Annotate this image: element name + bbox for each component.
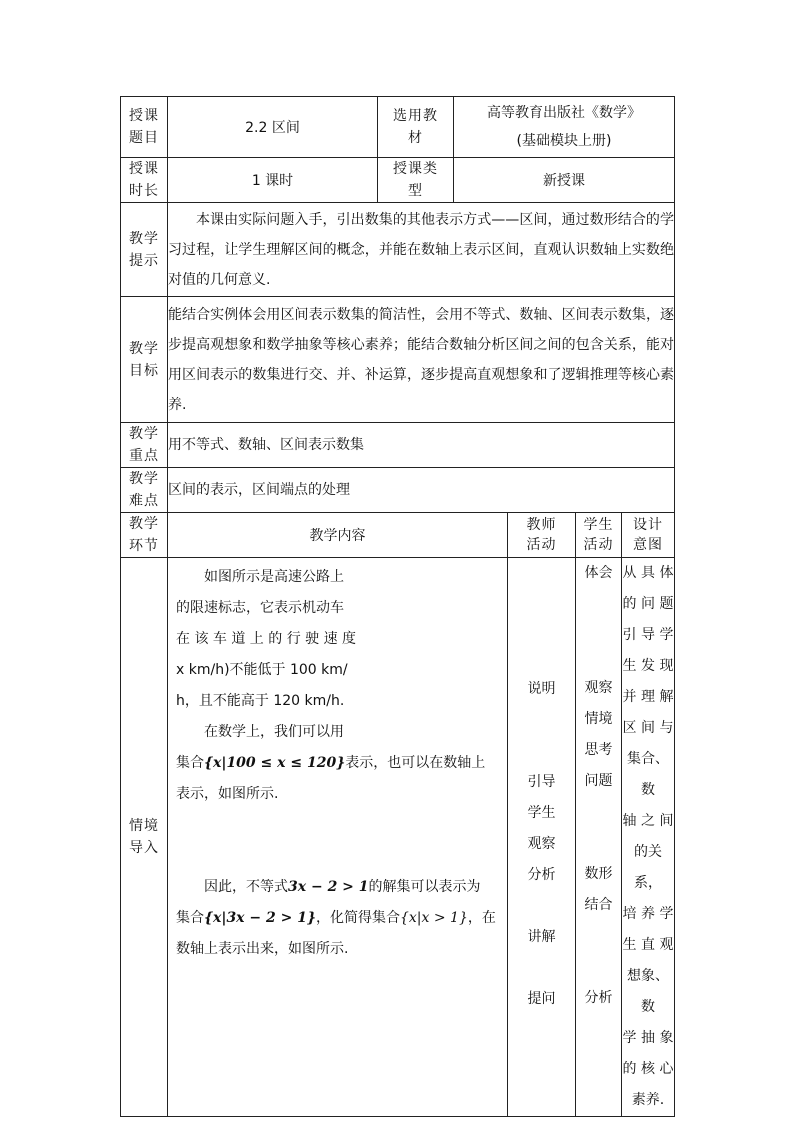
key-points-label-cell	[121, 423, 168, 468]
teacher-activity-3: 学生	[527, 805, 556, 821]
teacher-activity-1: 说明	[527, 681, 556, 697]
intro-row	[121, 558, 675, 1117]
intro-para1-line1: 如图所示是高速公路上	[204, 569, 344, 585]
design-line-10: 培 养 学	[622, 906, 674, 922]
design-line-11: 生 直 观	[622, 937, 674, 953]
type-value-cell	[454, 158, 675, 203]
intro-para2-suffix: 表示，也可以在数轴上	[345, 755, 486, 771]
difficulties-text-cell	[168, 468, 675, 513]
goals-label: 教学 目标	[129, 340, 159, 379]
design-line-6: 区 间 与	[622, 720, 674, 736]
type-label-cell	[378, 158, 454, 203]
textbook-value-line1: 高等教育出版社《数学》	[487, 105, 641, 121]
design-line-2: 的 问 题	[622, 596, 674, 612]
goals-row	[121, 297, 675, 423]
student-activity-2: 观察	[584, 680, 613, 696]
topic-value-cell	[168, 97, 378, 158]
number-line-figure-placeholder	[176, 810, 499, 872]
design-line-13: 学 抽 象	[622, 1030, 674, 1046]
column-content-label: 教学内容	[309, 528, 366, 544]
intro-para1-line5: h，且不能高于 120 km/h.	[176, 693, 345, 709]
intro-para2-line3: 表示，如图所示.	[176, 786, 279, 802]
student-activity-7: 结合	[584, 897, 613, 913]
teacher-activity-cell	[508, 558, 576, 1117]
design-intent-cell	[622, 558, 675, 1117]
intro-para3-line3: 数轴上表示出来，如图所示.	[176, 941, 349, 957]
column-content-header	[168, 513, 508, 558]
column-design-header	[622, 513, 675, 558]
intro-content-cell	[168, 558, 508, 1117]
student-activity-4: 思考	[584, 742, 613, 758]
key-points-label: 教学 重点	[129, 426, 159, 464]
tips-label-cell	[121, 203, 168, 297]
student-activity-3: 情境	[584, 711, 613, 727]
design-line-4: 生 发 现	[622, 658, 674, 674]
type-label: 授课类 型	[393, 161, 438, 199]
duration-value: 1 课时	[251, 173, 294, 189]
column-student-header	[576, 513, 622, 558]
solution-set-simplified: {x|x > 1}	[399, 910, 468, 926]
duration-label-cell	[121, 158, 168, 203]
intro-stage-label: 情境 导入	[129, 818, 159, 856]
column-stage-label: 教学 环节	[129, 516, 159, 554]
difficulties-label-cell	[121, 468, 168, 513]
difficulties-row	[121, 468, 675, 513]
speed-range-set: {x|100 ≤ x ≤ 120}	[204, 755, 346, 771]
column-stage-header	[121, 513, 168, 558]
duration-label: 授课 时长	[129, 161, 159, 199]
intro-para3-line2-a: 集合	[176, 910, 204, 926]
student-activity-8: 分析	[584, 990, 613, 1006]
intro-para1-line3: 在 该 车 道 上 的 行 驶 速 度	[176, 631, 357, 647]
goals-label-cell	[121, 297, 168, 423]
textbook-label-cell	[378, 97, 454, 158]
student-activity-cell	[576, 558, 622, 1117]
intro-stage-cell	[121, 558, 168, 1117]
difficulties-label: 教学 难点	[129, 471, 159, 509]
column-design-label: 设计 意图	[633, 517, 663, 553]
key-points-text-cell	[168, 423, 675, 468]
design-line-5: 并 理 解	[622, 689, 674, 705]
intro-para3-prefix: 因此，不等式	[204, 879, 288, 895]
topic-value: 2.2 区间	[245, 120, 300, 136]
key-points-row	[121, 423, 675, 468]
design-line-9: 的关系，	[634, 844, 662, 891]
textbook-value-cell	[454, 97, 675, 158]
goals-text: 能结合实例体会用区间表示数集的简洁性，会用不等式、数轴、区间表示数集，逐步提高观想象和数学抽象等核心素养；能结合数轴分析区间之间的包含关系，能对用区间表示的数集进行交、并、补运算，逐步提高直观想象和了逻辑推理等核心素养.	[168, 306, 674, 413]
topic-row	[121, 97, 675, 158]
tips-text-cell	[168, 203, 675, 297]
goals-text-cell	[168, 297, 675, 423]
student-activity-1: 体会	[584, 565, 613, 581]
student-activity-6: 数形	[584, 866, 613, 882]
intro-para1-line4: x km/h)不能低于 100 km/	[176, 662, 348, 678]
column-teacher-header	[508, 513, 576, 558]
intro-para3-line2-end: ，在	[467, 910, 496, 926]
teacher-activity-6: 讲解	[527, 929, 556, 945]
column-teacher-label: 教师 活动	[526, 517, 557, 553]
teacher-activity-5: 分析	[527, 867, 556, 883]
solution-set-original: {x|3x − 2 > 1}	[204, 910, 316, 926]
columns-header-row	[121, 513, 675, 558]
intro-para1-line2: 的限速标志，它表示机动车	[176, 600, 344, 616]
lesson-plan-table	[120, 96, 675, 1117]
column-student-label: 学生 活动	[583, 517, 614, 553]
intro-para2-line1: 在数学上，我们可以用	[204, 724, 344, 740]
duration-value-cell	[168, 158, 378, 203]
intro-para3-line1	[176, 872, 499, 903]
intro-para3-suffix: 的解集可以表示为	[368, 879, 481, 895]
design-line-1: 从 具 体	[622, 565, 674, 581]
difficulties-text: 区间的表示，区间端点的处理	[168, 482, 350, 498]
design-line-15: 素养.	[631, 1092, 665, 1108]
teacher-activity-2: 引导	[527, 774, 556, 790]
intro-para3-line2-mid: ，化简得集合	[315, 910, 400, 926]
tips-label: 教学 提示	[129, 230, 159, 269]
textbook-label: 选用教 材	[393, 108, 438, 146]
tips-row	[121, 203, 675, 297]
topic-label-cell	[121, 97, 168, 158]
teacher-activity-4: 观察	[527, 836, 556, 852]
type-value: 新授课	[543, 173, 585, 189]
intro-para2-prefix: 集合	[176, 755, 204, 771]
design-line-8: 轴 之 间	[622, 813, 674, 829]
intro-para3-line2	[176, 903, 499, 934]
design-line-3: 引 导 学	[622, 627, 674, 643]
inequality-expression: 3x − 2 > 1	[288, 879, 369, 895]
duration-row	[121, 158, 675, 203]
teacher-activity-7: 提问	[527, 991, 556, 1007]
key-points-text: 用不等式、数轴、区间表示数集	[168, 437, 364, 453]
tips-text: 本课由实际问题入手，引出数集的其他表示方式——区间，通过数形结合的学习过程，让学生理解区间的概念，并能在数轴上表示区间，直观认识数轴上实数绝对值的几何意义.	[168, 211, 674, 288]
design-line-12: 想象、数	[627, 968, 669, 1015]
student-activity-5: 问题	[584, 773, 613, 789]
intro-para2-line2	[176, 748, 499, 779]
topic-label: 授课 题目	[129, 108, 159, 146]
design-line-7: 集合、数	[627, 751, 669, 798]
design-line-14: 的 核 心	[622, 1061, 674, 1077]
textbook-value-line2: (基础模块上册)	[516, 133, 612, 149]
